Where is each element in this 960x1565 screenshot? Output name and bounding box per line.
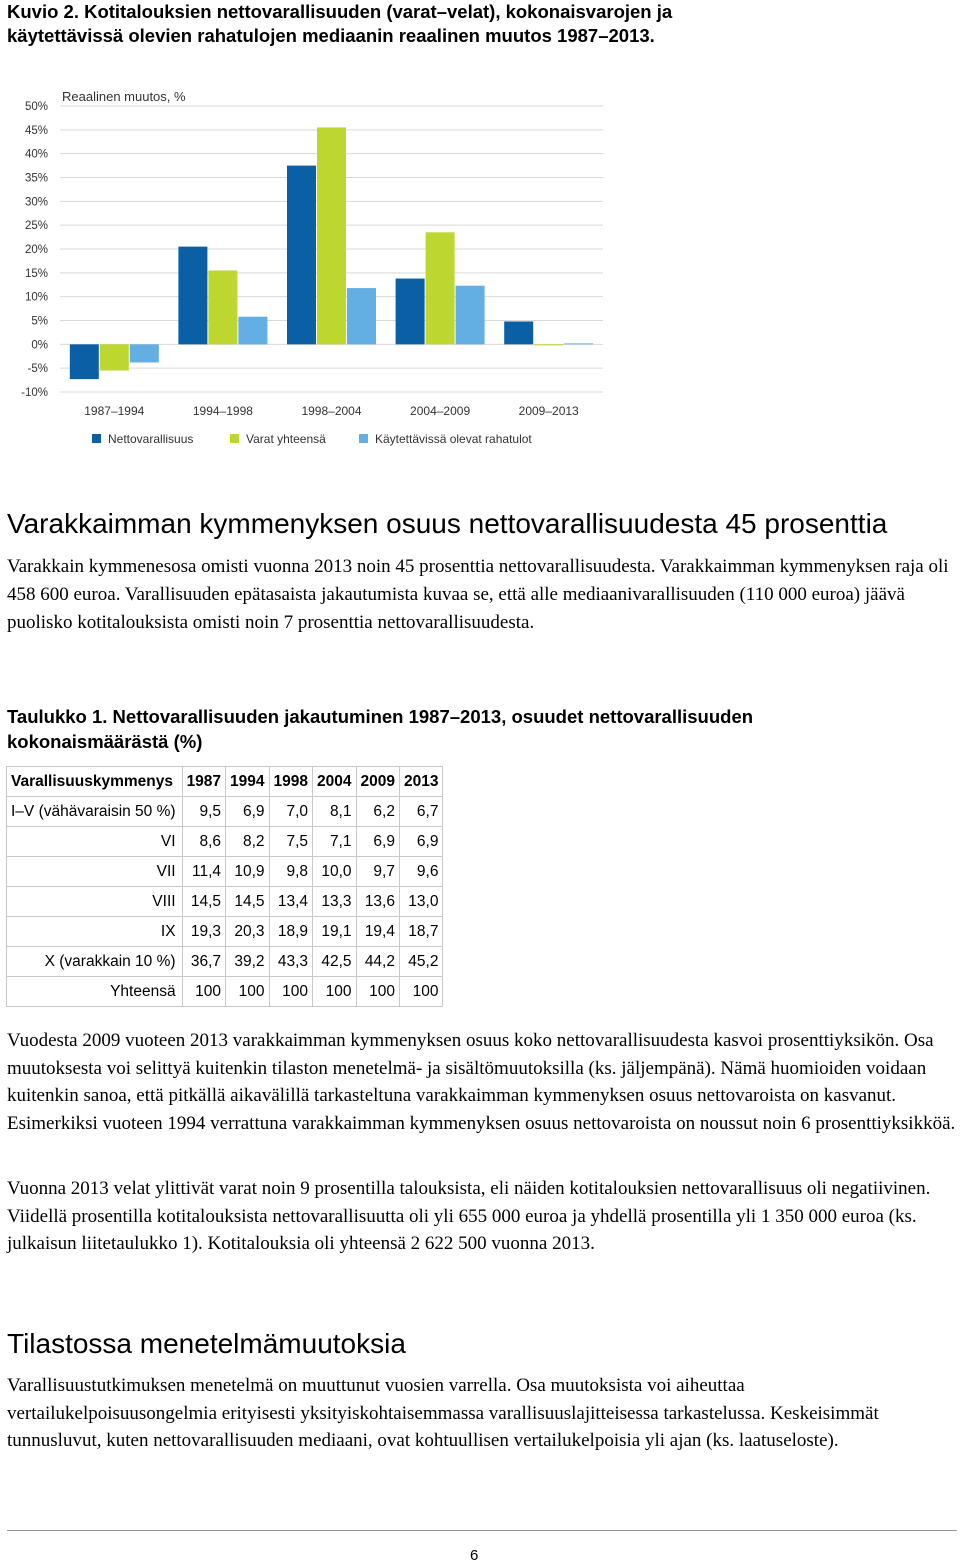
table-cell: 18,9: [269, 917, 312, 947]
bar: [287, 166, 316, 345]
row-label: I–V (vähävaraisin 50 %): [7, 797, 183, 827]
table-cell: 19,4: [356, 917, 399, 947]
x-tick-label: 2009–2013: [518, 404, 579, 418]
row-label: VIII: [7, 887, 183, 917]
column-header: Varallisuuskymmenys: [7, 767, 183, 797]
page-number: 6: [470, 1547, 479, 1564]
column-header: 2004: [313, 767, 356, 797]
y-tick-label: -5%: [27, 363, 48, 376]
table-cell: 13,0: [399, 887, 442, 917]
table-cell: 13,4: [269, 887, 312, 917]
table-cell: 13,3: [313, 887, 356, 917]
table-cell: 8,2: [226, 827, 269, 857]
wealth-distribution-table: [6, 766, 443, 1007]
row-label: X (varakkain 10 %): [7, 947, 183, 977]
table-cell: 100: [399, 977, 442, 1007]
table-header-row: [7, 767, 443, 797]
column-header: 1987: [182, 767, 225, 797]
table-cell: 100: [269, 977, 312, 1007]
table-cell: 43,3: [269, 947, 312, 977]
y-tick-label: 35%: [24, 172, 48, 185]
table-cell: 10,0: [313, 857, 356, 887]
table-cell: 19,3: [182, 917, 225, 947]
y-tick-label: 15%: [24, 267, 48, 280]
table-cell: 100: [226, 977, 269, 1007]
table-cell: 14,5: [226, 887, 269, 917]
table-cell: 36,7: [182, 947, 225, 977]
bar: [317, 127, 346, 344]
y-tick-label: 40%: [24, 148, 48, 161]
paragraph-method-changes: Varallisuustutkimuksen menetelmä on muuttunut vuosien varrella. Osa muutoksista voi aiheuttaa vertailukelpoisuusongelmia erityisesti yksityiskohtaisemmassa varallisuuslajitteisessa tarkastelussa. Keskeisimmät tunnusluvut, kuten nettovarallisuuden mediaani, ovat kohtuullisen vertailukelpoisia yli ajan (ks. laatuseloste).: [7, 1375, 879, 1451]
column-header: 2009: [356, 767, 399, 797]
y-tick-label: 10%: [24, 291, 48, 304]
chart-y-tick-labels: [21, 101, 48, 399]
bar: [178, 247, 207, 345]
table-cell: 14,5: [182, 887, 225, 917]
y-tick-label: 50%: [24, 101, 48, 113]
legend-swatch: [92, 434, 101, 443]
bar-chart: [0, 84, 620, 454]
bar: [456, 286, 485, 345]
chart-x-tick-labels: [84, 404, 579, 418]
y-tick-label: 45%: [24, 124, 48, 137]
column-header: 1994: [226, 767, 269, 797]
bar: [130, 344, 159, 362]
table-cell: 100: [182, 977, 225, 1007]
table-cell: 20,3: [226, 917, 269, 947]
table-row: [7, 827, 443, 857]
table-cell: 19,1: [313, 917, 356, 947]
table-cell: 100: [313, 977, 356, 1007]
column-header: 1998: [269, 767, 312, 797]
bar: [534, 344, 563, 345]
section-heading-wealth-share: Varakkaimman kymmenyksen osuus nettovarallisuudesta 45 prosenttia: [7, 508, 888, 539]
table-row: [7, 977, 443, 1007]
chart-bars: [70, 127, 593, 379]
x-tick-label: 1998–2004: [301, 404, 362, 418]
bar: [238, 317, 267, 345]
y-tick-label: 20%: [24, 244, 48, 256]
paragraph-share-change: Vuodesta 2009 vuoteen 2013 varakkaimman kymmenyksen osuus koko nettovarallisuudesta kasvoi prosenttiyksikön. Osa muutoksesta voi selittyä kuitenkin tilaston menetelmä- ja sisältömuutoksilla (ks. jäljempänä). Nämä huomioiden voidaan kuitenkin sanoa, että pitkällä aikavälillä tarkasteltuna varakkaimman kymmenyksen osuus nettovaroista on kasvanut. Esimerkiksi vuoteen 1994 verrattuna varakkaimman kymmenyksen osuus nettovaroista on noussut noin 6 prosenttiyksikköä.: [7, 1030, 956, 1134]
paragraph-debts: Vuonna 2013 velat ylittivät varat noin 9 prosentilla talouksista, eli näiden kotitalouksien nettovarallisuus oli negatiivinen. Viidellä prosentilla kotitalouksista nettovarallisuutta oli yli 655 000 euroa ja yhdellä prosentilla yli 1 350 000 euroa (ks. julkaisun liitetaulukko 1). Kotitalouksia oli yhteensä 2 622 500 vuonna 2013.: [7, 1178, 931, 1254]
table-row: [7, 887, 443, 917]
table-cell: 10,9: [226, 857, 269, 887]
paragraph-wealth-share: Varakkain kymmenesosa omisti vuonna 2013 noin 45 prosenttia nettovarallisuudesta. Varakkaimman kymmenyksen raja oli 458 600 euroa. Varallisuuden epätasaista jakautumista kuvaa se, että alle mediaanivarallisuuden (110 000 euroa) jäävä puolisko kotitalouksista omisti noin 7 prosenttia nettovarallisuudesta.: [7, 556, 949, 633]
section-heading-method-changes: Tilastossa menetelmämuutoksia: [7, 1328, 406, 1359]
y-tick-label: 0%: [31, 339, 48, 352]
bar: [426, 232, 455, 344]
bar: [396, 279, 425, 345]
row-label: VII: [7, 857, 183, 887]
table-row: [7, 947, 443, 977]
y-tick-label: -10%: [21, 387, 48, 399]
legend-swatch: [359, 434, 368, 443]
table-cell: 18,7: [399, 917, 442, 947]
table-cell: 7,1: [313, 827, 356, 857]
x-tick-label: 1994–1998: [192, 404, 253, 418]
table-cell: 39,2: [226, 947, 269, 977]
table-cell: 13,6: [356, 887, 399, 917]
table-cell: 44,2: [356, 947, 399, 977]
column-header: 2013: [399, 767, 442, 797]
footer-divider: [7, 1530, 957, 1531]
table-cell: 9,7: [356, 857, 399, 887]
bar: [564, 343, 593, 344]
chart-title: Reaalinen muutos, %: [62, 89, 186, 104]
table-caption: Taulukko 1. Nettovarallisuuden jakautuminen 1987–2013, osuudet nettovarallisuuden kokonaismäärästä (%): [7, 706, 754, 752]
y-tick-label: 5%: [31, 315, 48, 328]
bar: [504, 321, 533, 344]
table-cell: 6,9: [356, 827, 399, 857]
row-label: VI: [7, 827, 183, 857]
table-cell: 11,4: [182, 857, 225, 887]
table-cell: 9,6: [399, 857, 442, 887]
y-tick-label: 25%: [24, 220, 48, 233]
table-cell: 6,7: [399, 797, 442, 827]
legend-swatch: [230, 434, 239, 443]
table-row: [7, 797, 443, 827]
table-cell: 6,9: [226, 797, 269, 827]
table-cell: 45,2: [399, 947, 442, 977]
table-cell: 9,8: [269, 857, 312, 887]
legend-label: Käytettävissä olevat rahatulot: [375, 432, 532, 446]
legend-label: Varat yhteensä: [246, 432, 326, 446]
table-cell: 8,6: [182, 827, 225, 857]
table-row: [7, 917, 443, 947]
table-cell: 8,1: [313, 797, 356, 827]
table-cell: 100: [356, 977, 399, 1007]
table-cell: 6,2: [356, 797, 399, 827]
table-row: [7, 857, 443, 887]
table-cell: 42,5: [313, 947, 356, 977]
legend-label: Nettovarallisuus: [108, 432, 194, 446]
figure-caption: Kuvio 2. Kotitalouksien nettovarallisuuden (varat–velat), kokonaisvarojen ja käytettävissä olevien rahatulojen mediaanin reaalinen muutos 1987–2013.: [7, 1, 673, 46]
table-cell: 9,5: [182, 797, 225, 827]
x-tick-label: 1987–1994: [84, 404, 145, 418]
x-tick-label: 2004–2009: [410, 404, 471, 418]
table-cell: 7,0: [269, 797, 312, 827]
row-label: IX: [7, 917, 183, 947]
bar: [70, 344, 99, 379]
table-cell: 6,9: [399, 827, 442, 857]
row-label: Yhteensä: [7, 977, 183, 1007]
y-tick-label: 30%: [24, 196, 48, 209]
bar: [347, 288, 376, 344]
bar: [100, 344, 129, 370]
table-cell: 7,5: [269, 827, 312, 857]
chart-legend: [92, 432, 532, 446]
bar: [208, 270, 237, 344]
